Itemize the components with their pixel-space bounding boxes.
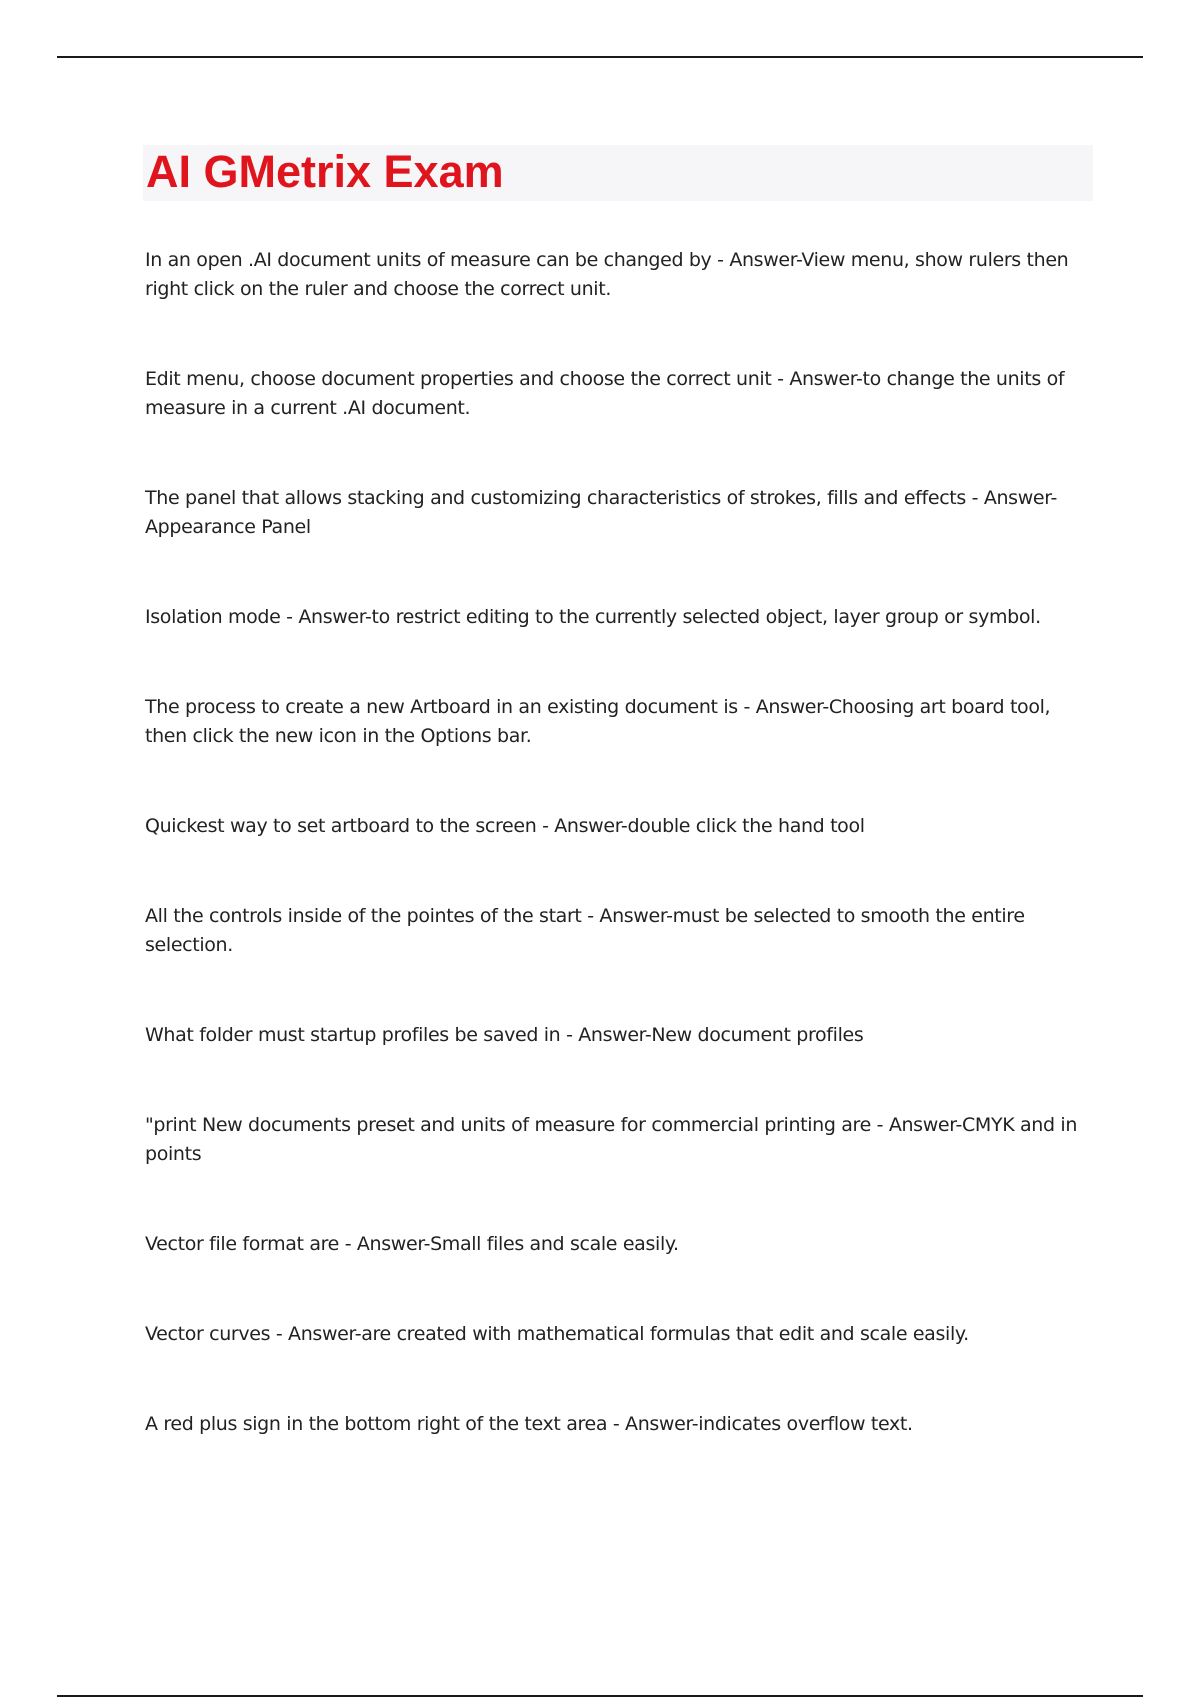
qa-item: In an open .AI document units of measure can be changed by - Answer-View menu, show rulers then right click on the ruler and choose the correct unit. [145, 249, 1069, 300]
document-title: AI GMetrix Exam [146, 146, 504, 197]
qa-item: Vector file format are - Answer-Small files and scale easily. [145, 1233, 679, 1255]
qa-item: "print New documents preset and units of measure for commercial printing are - Answer-CMYK and in points [145, 1114, 1078, 1165]
qa-item: Vector curves - Answer-are created with mathematical formulas that edit and scale easily. [145, 1323, 969, 1345]
qa-item: What folder must startup profiles be saved in - Answer-New document profiles [145, 1024, 864, 1046]
qa-item: All the controls inside of the pointes of the start - Answer-must be selected to smooth the entire selection. [145, 905, 1025, 956]
top-rule [57, 56, 1143, 58]
bottom-rule [57, 1695, 1143, 1697]
qa-item: The panel that allows stacking and customizing characteristics of strokes, fills and effects - Answer-Appearance Panel [145, 487, 1057, 538]
qa-item: A red plus sign in the bottom right of the text area - Answer-indicates overflow text. [145, 1413, 913, 1435]
qa-item: Isolation mode - Answer-to restrict editing to the currently selected object, layer group or symbol. [145, 606, 1041, 628]
qa-item: The process to create a new Artboard in an existing document is - Answer-Choosing art board tool, then click the new icon in the Options bar. [145, 696, 1051, 747]
qa-item: Edit menu, choose document properties and choose the correct unit - Answer-to change the units of measure in a current .AI document. [145, 368, 1065, 419]
qa-list [145, 246, 1095, 1500]
qa-item: Quickest way to set artboard to the screen - Answer-double click the hand tool [145, 815, 865, 837]
